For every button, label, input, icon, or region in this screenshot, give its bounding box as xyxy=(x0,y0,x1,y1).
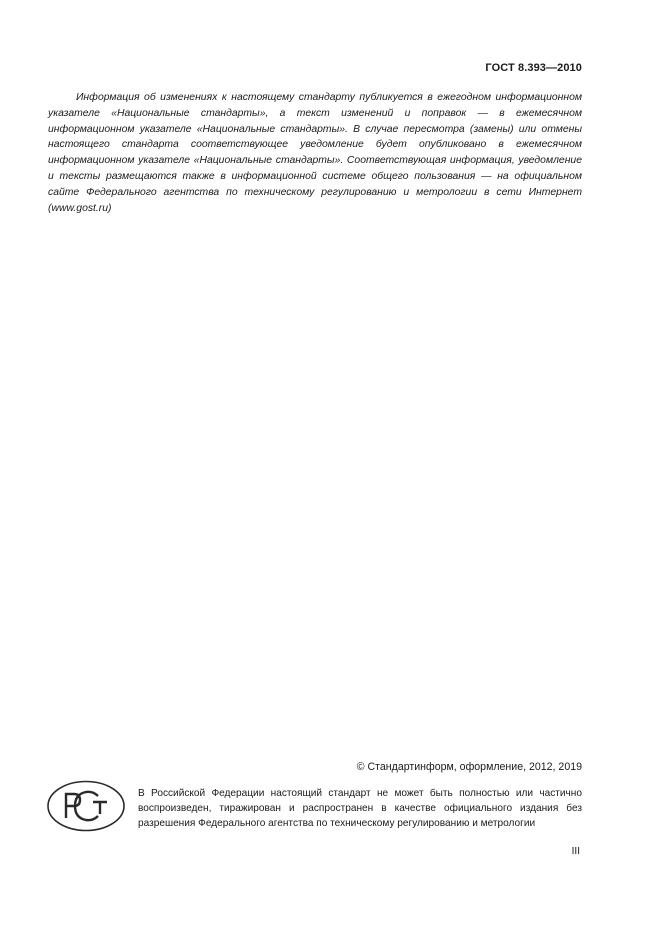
publication-info-paragraph: Информация об изменениях к настоящему стандарту публикуется в ежегодном информационном указателе «Национальные стандарты», а текст изменений и поправок — в ежемесячном информационном указателе «Национальные стандарты». В случае пересмотра (замены) или отмены настоящего стандарта соответствующее уведомление будет опубликовано в ежемесячном информационном указателе «Национальные стандарты». Соответствующая информация, уведомление и тексты размещаются также в информационной системе общего пользования — на официальном сайте Федерального агентства по техническому регулированию и метрологии в сети Интернет (www.gost.ru) xyxy=(48,92,582,214)
reproduction-notice: В Российской Федерации настоящий стандарт не может быть полностью или частично воспроизведен, тиражирован и распространен в качестве официального издания без разрешения Федерального агентства по техническому регулированию и метрологии xyxy=(138,788,582,829)
page-number: III xyxy=(571,846,580,857)
rst-certification-mark-icon xyxy=(46,780,126,832)
copyright-line: © Стандартинформ, оформление, 2012, 2019 xyxy=(356,761,582,773)
document-code: ГОСТ 8.393—2010 xyxy=(485,62,582,74)
